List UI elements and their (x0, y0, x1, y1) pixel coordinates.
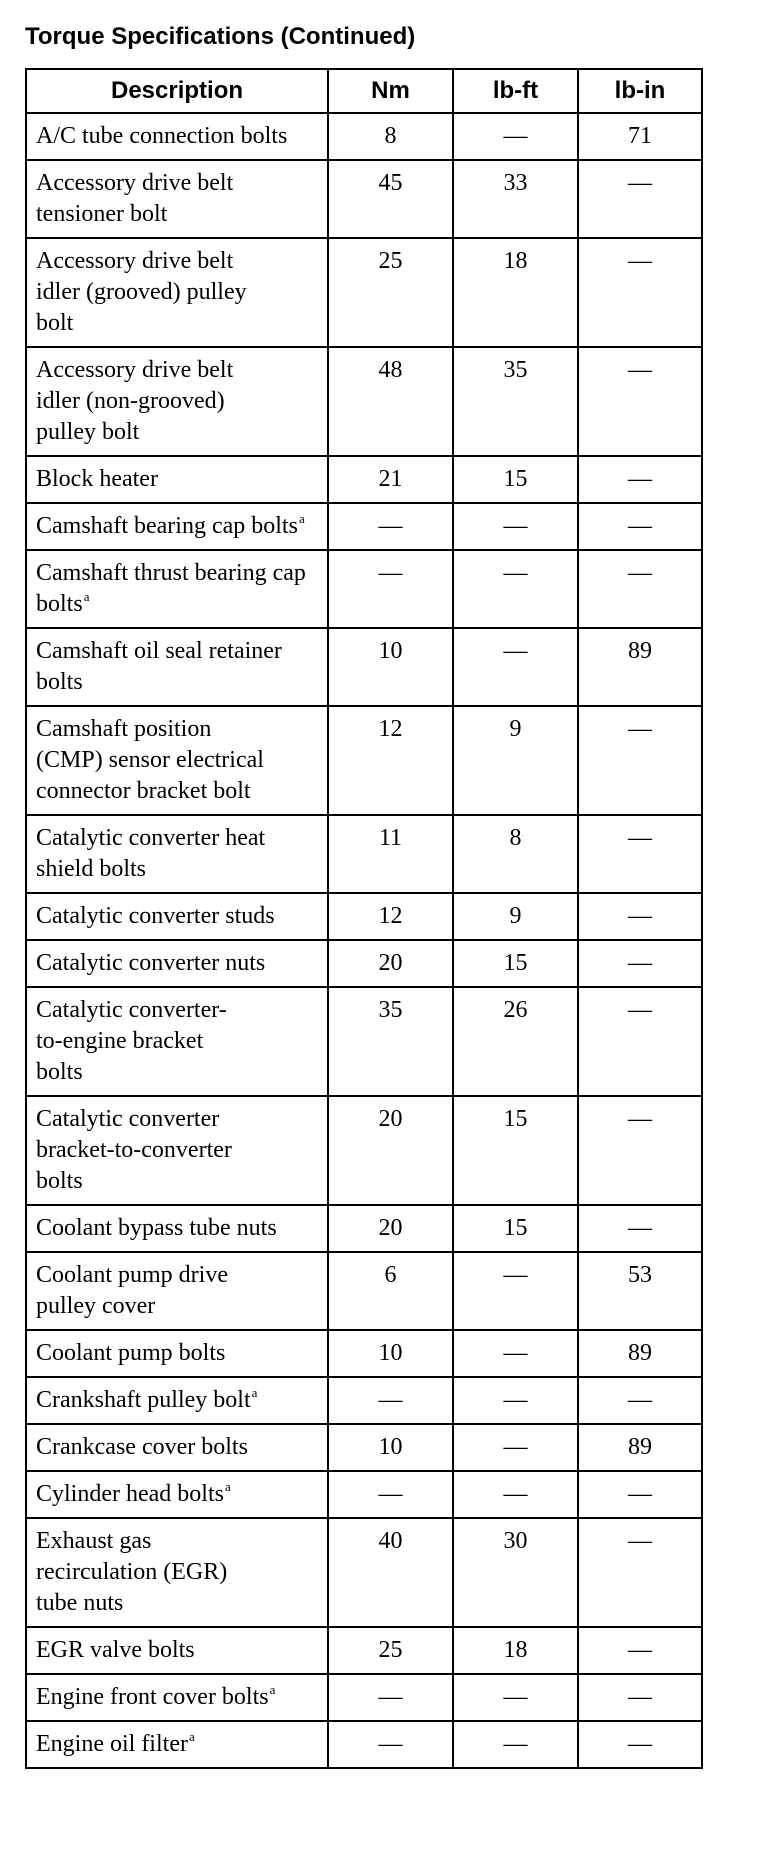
row-lb-in-value: — (578, 815, 702, 893)
row-nm-value: — (328, 550, 453, 628)
table-row (26, 1424, 702, 1471)
table-row (26, 1471, 702, 1518)
row-lb-in-value: — (578, 1205, 702, 1252)
row-description-text: Catalytic converter bracket-to-converter bolts (36, 1106, 232, 1194)
table-header-row (26, 69, 702, 113)
row-description-text: Block heater (36, 466, 158, 492)
table-row (26, 1518, 702, 1627)
row-lb-ft-value: — (453, 113, 578, 160)
row-lb-in-value: — (578, 347, 702, 456)
row-nm-value: 12 (328, 706, 453, 815)
row-description-text: Camshaft thrust bearing cap bolts (36, 560, 306, 617)
row-lb-ft-value: — (453, 1721, 578, 1768)
row-description (26, 1205, 328, 1252)
row-nm-value: 10 (328, 628, 453, 706)
footnote-marker: a (298, 511, 305, 526)
row-nm-value: — (328, 1377, 453, 1424)
row-nm-value: 12 (328, 893, 453, 940)
row-lb-in-value: — (578, 1471, 702, 1518)
row-lb-ft-value: 33 (453, 160, 578, 238)
row-lb-ft-value: 9 (453, 893, 578, 940)
row-lb-in-value: 89 (578, 1330, 702, 1377)
row-description-text: Accessory drive belt idler (non-grooved) pulley bolt (36, 357, 234, 445)
row-description-text: Catalytic converter-to-engine bracket bolts (36, 997, 227, 1085)
row-description-text: Engine front cover bolts (36, 1684, 269, 1710)
row-lb-in-value: — (578, 238, 702, 347)
row-nm-value: 25 (328, 1627, 453, 1674)
header-description: Description (26, 69, 328, 113)
row-nm-value: 40 (328, 1518, 453, 1627)
row-lb-in-value: 89 (578, 1424, 702, 1471)
row-description (26, 1330, 328, 1377)
table-row (26, 113, 702, 160)
table-row (26, 1330, 702, 1377)
table-row (26, 1377, 702, 1424)
table-row (26, 628, 702, 706)
table-row (26, 987, 702, 1096)
row-lb-in-value: — (578, 940, 702, 987)
footnote-marker: a (269, 1682, 276, 1697)
row-description (26, 347, 328, 456)
row-lb-in-value: — (578, 1096, 702, 1205)
row-lb-ft-value: 15 (453, 1205, 578, 1252)
row-description (26, 456, 328, 503)
table-row (26, 1627, 702, 1674)
row-nm-value: 48 (328, 347, 453, 456)
row-lb-ft-value: — (453, 503, 578, 550)
table-row (26, 1096, 702, 1205)
table-row (26, 238, 702, 347)
row-nm-value: 21 (328, 456, 453, 503)
row-description-text: A/C tube connection bolts (36, 123, 288, 149)
row-lb-in-value: — (578, 1721, 702, 1768)
row-nm-value: 45 (328, 160, 453, 238)
row-description (26, 1721, 328, 1768)
row-lb-ft-value: 9 (453, 706, 578, 815)
row-description (26, 815, 328, 893)
table-row (26, 815, 702, 893)
row-description (26, 160, 328, 238)
row-nm-value: — (328, 1471, 453, 1518)
row-nm-value: — (328, 1721, 453, 1768)
table-row (26, 1252, 702, 1330)
row-nm-value: 25 (328, 238, 453, 347)
table-row (26, 1205, 702, 1252)
row-lb-in-value: — (578, 893, 702, 940)
footnote-marker: a (83, 589, 90, 604)
row-description-text: Catalytic converter studs (36, 903, 275, 929)
row-lb-in-value: — (578, 456, 702, 503)
row-description-text: Cylinder head bolts (36, 1481, 224, 1507)
row-description-text: EGR valve bolts (36, 1637, 195, 1663)
row-nm-value: 10 (328, 1424, 453, 1471)
row-lb-ft-value: — (453, 550, 578, 628)
row-lb-in-value: — (578, 987, 702, 1096)
row-description (26, 1377, 328, 1424)
row-lb-ft-value: 18 (453, 1627, 578, 1674)
row-lb-ft-value: 8 (453, 815, 578, 893)
row-lb-ft-value: — (453, 1377, 578, 1424)
row-description (26, 113, 328, 160)
table-body (26, 113, 702, 1768)
row-description (26, 1252, 328, 1330)
row-lb-ft-value: 15 (453, 940, 578, 987)
row-description (26, 628, 328, 706)
row-lb-ft-value: — (453, 1674, 578, 1721)
row-lb-ft-value: 35 (453, 347, 578, 456)
row-description-text: Camshaft position (CMP) sensor electrical connector bracket bolt (36, 716, 264, 804)
row-lb-in-value: 53 (578, 1252, 702, 1330)
row-lb-in-value: — (578, 503, 702, 550)
row-description-text: Accessory drive belt idler (grooved) pulley bolt (36, 248, 247, 336)
header-nm: Nm (328, 69, 453, 113)
row-description-text: Camshaft oil seal retainer bolts (36, 638, 282, 695)
row-lb-ft-value: 18 (453, 238, 578, 347)
row-description-text: Coolant bypass tube nuts (36, 1215, 277, 1241)
row-description (26, 893, 328, 940)
row-description (26, 1471, 328, 1518)
row-description-text: Accessory drive belt tensioner bolt (36, 170, 234, 227)
row-nm-value: 8 (328, 113, 453, 160)
row-lb-ft-value: 26 (453, 987, 578, 1096)
row-lb-ft-value: — (453, 1252, 578, 1330)
row-lb-ft-value: 15 (453, 1096, 578, 1205)
header-lb-ft: lb-ft (453, 69, 578, 113)
row-description-text: Catalytic converter heat shield bolts (36, 825, 266, 882)
row-lb-in-value: — (578, 1674, 702, 1721)
row-description-text: Camshaft bearing cap bolts (36, 513, 298, 539)
footnote-marker: a (251, 1385, 258, 1400)
page-title: Torque Specifications (Continued) (25, 23, 416, 50)
row-description-text: Coolant pump drive pulley cover (36, 1262, 228, 1319)
row-description (26, 1096, 328, 1205)
row-description-text: Crankshaft pulley bolt (36, 1387, 251, 1413)
header-lb-in: lb-in (578, 69, 702, 113)
table-row (26, 550, 702, 628)
row-description-text: Crankcase cover bolts (36, 1434, 248, 1460)
row-description (26, 1424, 328, 1471)
row-description (26, 503, 328, 550)
footnote-marker: a (188, 1729, 195, 1744)
row-nm-value: 20 (328, 1205, 453, 1252)
row-description (26, 1518, 328, 1627)
row-lb-in-value: — (578, 160, 702, 238)
table-row (26, 347, 702, 456)
row-nm-value: 35 (328, 987, 453, 1096)
row-nm-value: 20 (328, 940, 453, 987)
row-description (26, 706, 328, 815)
row-lb-in-value: 71 (578, 113, 702, 160)
row-lb-in-value: — (578, 550, 702, 628)
row-nm-value: 11 (328, 815, 453, 893)
table-row (26, 1674, 702, 1721)
row-lb-ft-value: 30 (453, 1518, 578, 1627)
row-description (26, 1627, 328, 1674)
row-description-text: Engine oil filter (36, 1731, 188, 1757)
row-description (26, 987, 328, 1096)
row-description (26, 238, 328, 347)
table-row (26, 706, 702, 815)
row-lb-in-value: — (578, 1518, 702, 1627)
table-row (26, 160, 702, 238)
row-lb-ft-value: 15 (453, 456, 578, 503)
torque-spec-table (25, 68, 703, 1769)
row-lb-in-value: — (578, 1377, 702, 1424)
row-lb-ft-value: — (453, 1330, 578, 1377)
row-lb-in-value: — (578, 706, 702, 815)
row-nm-value: — (328, 503, 453, 550)
row-description-text: Exhaust gas recirculation (EGR) tube nuts (36, 1528, 228, 1616)
footnote-marker: a (224, 1479, 231, 1494)
row-nm-value: 10 (328, 1330, 453, 1377)
row-lb-ft-value: — (453, 1471, 578, 1518)
row-nm-value: — (328, 1674, 453, 1721)
table-row (26, 893, 702, 940)
row-lb-ft-value: — (453, 1424, 578, 1471)
row-lb-ft-value: — (453, 628, 578, 706)
row-nm-value: 6 (328, 1252, 453, 1330)
row-description-text: Catalytic converter nuts (36, 950, 266, 976)
table-row (26, 1721, 702, 1768)
row-description (26, 940, 328, 987)
row-description (26, 550, 328, 628)
row-description-text: Coolant pump bolts (36, 1340, 226, 1366)
row-description (26, 1674, 328, 1721)
row-nm-value: 20 (328, 1096, 453, 1205)
row-lb-in-value: — (578, 1627, 702, 1674)
table-row (26, 940, 702, 987)
table-row (26, 456, 702, 503)
table-row (26, 503, 702, 550)
row-lb-in-value: 89 (578, 628, 702, 706)
